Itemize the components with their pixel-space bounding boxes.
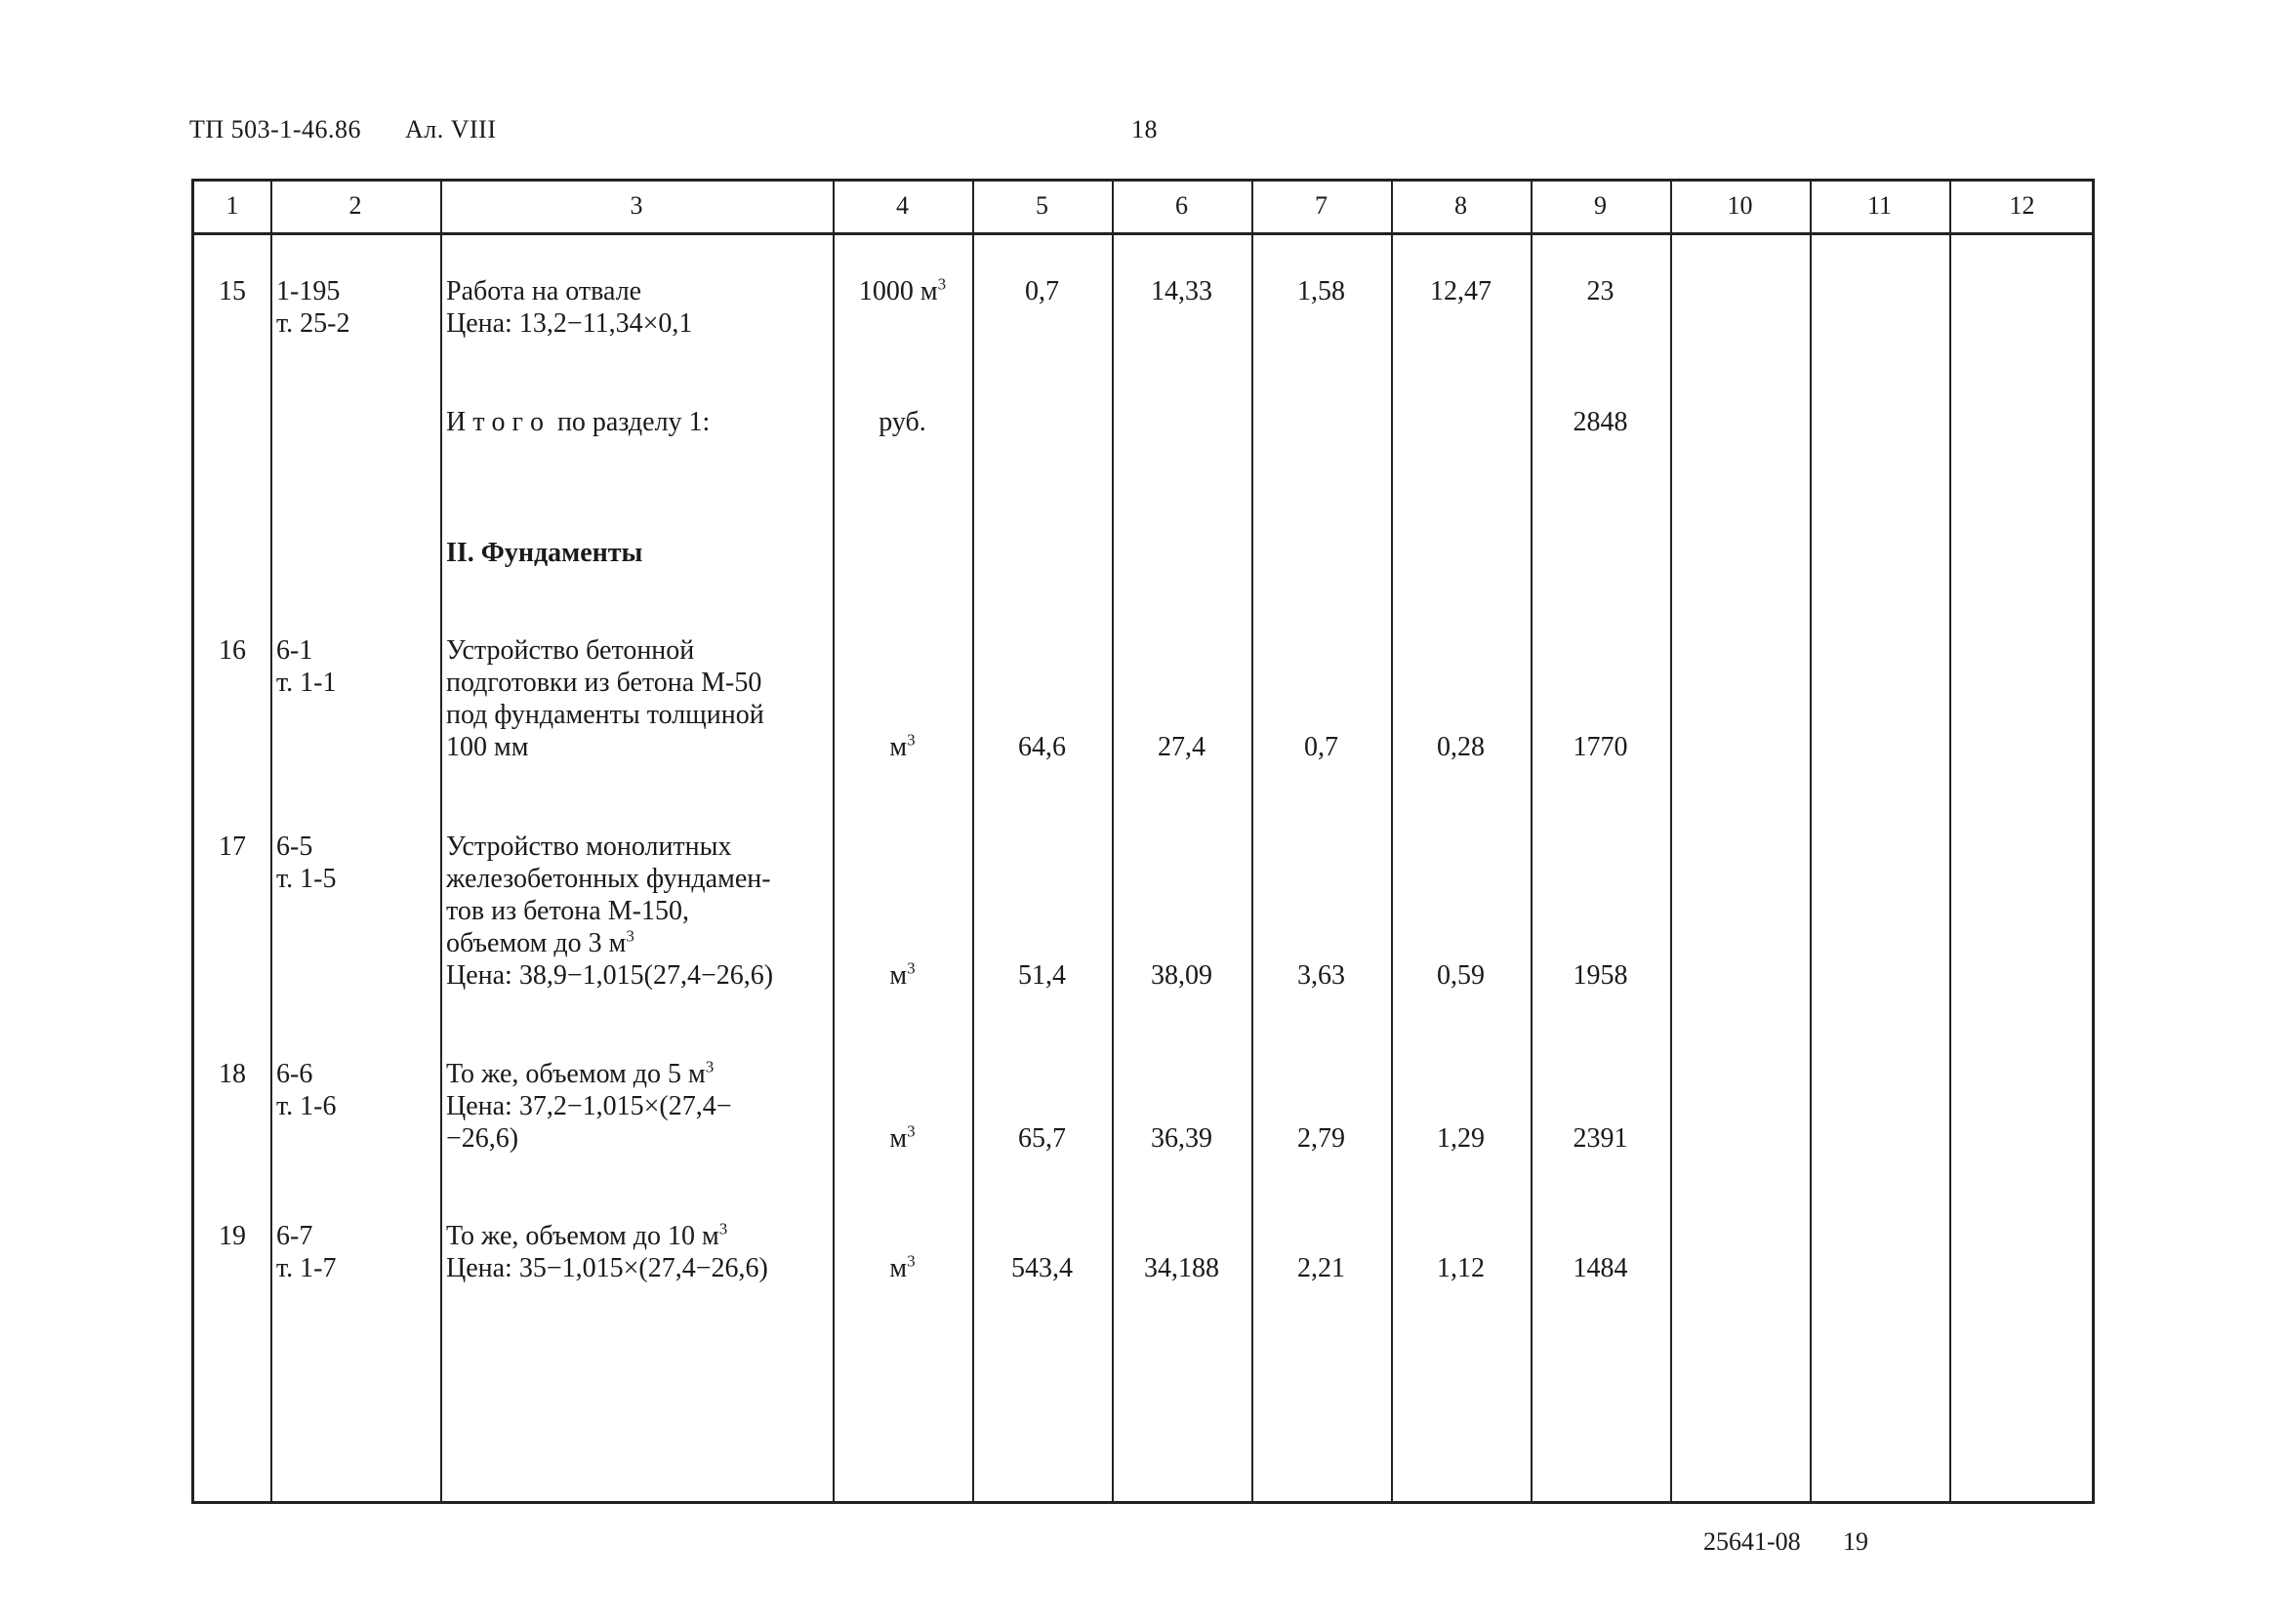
- footer-page-number: 19: [1843, 1527, 1868, 1556]
- total-cost-cell: 2391: [1573, 1123, 1628, 1154]
- column-number: 12: [2009, 191, 2035, 220]
- machine-cell: 0,28: [1437, 732, 1485, 762]
- machine-cell: 12,47: [1430, 276, 1492, 306]
- total-cost-cell: 23: [1586, 276, 1615, 306]
- wage-cell: 2,21: [1297, 1253, 1345, 1283]
- total-cost-cell: 1484: [1573, 1253, 1628, 1283]
- row-number: 17: [219, 832, 246, 862]
- column-number: 1: [225, 191, 239, 220]
- unit-cost-cell: 27,4: [1158, 732, 1206, 762]
- column-divider: [1391, 182, 1393, 1501]
- total-cost-cell: 1770: [1573, 732, 1628, 762]
- column-number: 3: [630, 191, 643, 220]
- column-number: 6: [1175, 191, 1188, 220]
- unit-cell: $м^3$: [889, 1251, 916, 1283]
- unit-cell: 1000 $м^3$: [858, 274, 947, 306]
- unit-cell: $м^3$: [889, 730, 916, 762]
- wage-cell: 2,79: [1297, 1123, 1345, 1154]
- work-description: То же, объемом до 10 $м^3$ Цена: 35−1,015×(27,4−26,6): [446, 1219, 768, 1283]
- column-divider: [1670, 182, 1672, 1501]
- work-description: Работа на отвале Цена: 13,2−11,34×0,1: [446, 276, 693, 339]
- column-divider: [440, 182, 442, 1501]
- row-number: 19: [219, 1221, 246, 1251]
- work-description: Устройство монолитных железобетонных фундамен- тов из бетона М-150, объемом до 3 $м^3$ Цена: 38,9−1,015(27,4−26,6): [446, 832, 774, 991]
- quantity-cell: 543,4: [1011, 1253, 1073, 1283]
- column-number: 7: [1315, 191, 1328, 220]
- column-number: 11: [1866, 191, 1893, 220]
- unit-cost-cell: 34,188: [1144, 1253, 1219, 1283]
- column-number: 10: [1727, 191, 1753, 220]
- wage-cell: 3,63: [1297, 960, 1345, 991]
- total-cost-cell: 1958: [1573, 960, 1628, 991]
- column-number: 9: [1594, 191, 1607, 220]
- work-description: То же, объемом до 5 $м^3$ Цена: 37,2−1,015×(27,4− −26,6): [446, 1057, 732, 1154]
- column-divider: [1251, 182, 1253, 1501]
- unit-cost-cell: 36,39: [1151, 1123, 1212, 1154]
- section-total-value: 2848: [1573, 407, 1628, 437]
- section-title: II. Фундаменты: [446, 538, 643, 568]
- quantity-cell: 51,4: [1018, 960, 1066, 991]
- column-divider: [1810, 182, 1812, 1501]
- machine-cell: 1,12: [1437, 1253, 1485, 1283]
- unit-cell: $м^3$: [889, 958, 916, 991]
- quantity-cell: 0,7: [1025, 276, 1059, 306]
- column-divider: [1531, 182, 1533, 1501]
- unit-cell: $м^3$: [889, 1121, 916, 1154]
- wage-cell: 0,7: [1304, 732, 1338, 762]
- column-divider: [270, 182, 272, 1501]
- column-divider: [833, 182, 835, 1501]
- machine-cell: 1,29: [1437, 1123, 1485, 1154]
- norm-code: 6-7 т. 1-7: [276, 1221, 337, 1283]
- norm-code: 6-5 т. 1-5: [276, 832, 337, 894]
- norm-code: 1-195 т. 25-2: [276, 276, 350, 339]
- column-number: 8: [1454, 191, 1467, 220]
- total-unit: руб.: [879, 407, 926, 437]
- page-number: 18: [1131, 115, 1158, 143]
- norm-code: 6-1 т. 1-1: [276, 635, 337, 698]
- work-description: Устройство бетонной подготовки из бетона М-50 под фундаменты толщиной 100 мм: [446, 635, 764, 762]
- quantity-cell: 64,6: [1018, 732, 1066, 762]
- document-code: ТП 503-1-46.86: [189, 115, 361, 143]
- wage-cell: 1,58: [1297, 276, 1345, 306]
- column-divider: [1949, 182, 1951, 1501]
- row-number: 18: [219, 1059, 246, 1089]
- footer-code: 25641-08: [1703, 1527, 1801, 1556]
- header-divider: [194, 232, 2092, 235]
- sheet-label: Ал. VIII: [405, 115, 497, 143]
- column-number: 5: [1036, 191, 1048, 220]
- unit-cost-cell: 38,09: [1151, 960, 1212, 991]
- row-number: 15: [219, 276, 246, 306]
- quantity-cell: 65,7: [1018, 1123, 1066, 1154]
- column-divider: [972, 182, 974, 1501]
- column-divider: [1112, 182, 1114, 1501]
- column-number: 4: [896, 191, 909, 220]
- section-total-label: И т о г о по разделу 1:: [446, 407, 711, 437]
- row-number: 16: [219, 635, 246, 666]
- norm-code: 6-6 т. 1-6: [276, 1059, 337, 1121]
- machine-cell: 0,59: [1437, 960, 1485, 991]
- estimate-table: [191, 179, 2095, 1504]
- column-number: 2: [348, 191, 362, 220]
- unit-cost-cell: 14,33: [1151, 276, 1212, 306]
